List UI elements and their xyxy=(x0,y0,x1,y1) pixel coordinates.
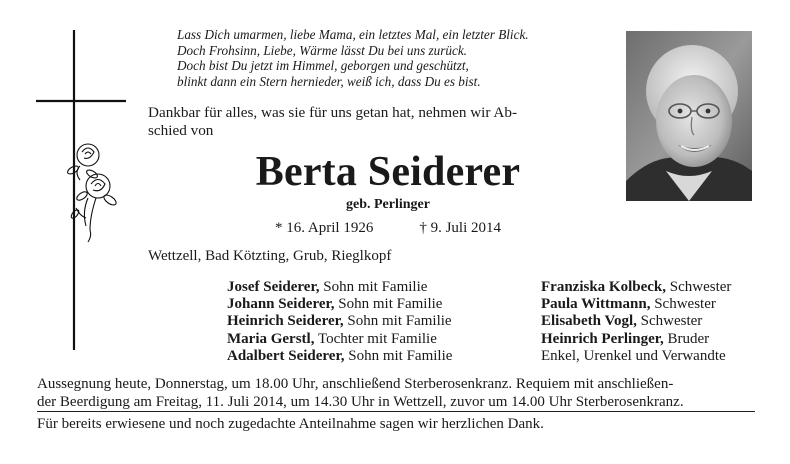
mourner-name: Paula Wittmann, xyxy=(541,296,651,313)
poem-line: blinkt dann ein Stern hernieder, weiß ich, dass Du es bist. xyxy=(177,73,481,89)
mourner-relation: Schwester xyxy=(669,279,732,295)
mourners-list-right xyxy=(541,279,731,365)
mourner-entry xyxy=(541,313,731,330)
service-details xyxy=(37,376,755,411)
mourner-name: Johann Seiderer, xyxy=(227,296,335,313)
mourner-entry xyxy=(541,348,731,365)
mourner-name: Franziska Kolbeck, xyxy=(541,279,667,295)
poem-line: Lass Dich umarmen, liebe Mama, ein letztes Mal, ein letzter Blick. xyxy=(177,27,529,42)
mourner-entry xyxy=(227,313,452,330)
service-line: Aussegnung heute, Donnerstag, um 18.00 Uhr, anschließend Sterberosenkranz. Requiem mit anschließen- xyxy=(37,376,674,392)
mourner-relation: Sohn mit Familie xyxy=(323,279,428,295)
mourners-list-left xyxy=(227,279,452,365)
life-dates xyxy=(150,218,626,238)
service-line: der Beerdigung am Freitag, 11. Juli 2014, um 14.30 Uhr in Wettzell, zuvor um 14.00 Uhr Sterberosenkranz. xyxy=(37,393,684,410)
mourner-name: Elisabeth Vogl, xyxy=(541,313,637,330)
mourner-entry xyxy=(541,331,731,348)
thanks-text: Für bereits erwiesene und noch zugedachte Anteilnahme sagen wir herzlichen Dank. xyxy=(37,416,544,432)
mourner-name: Maria Gerstl, xyxy=(227,330,315,347)
places-list: Wettzell, Bad Kötzting, Grub, Rieglkopf xyxy=(148,248,392,264)
mourner-relation: Schwester xyxy=(654,296,716,313)
mourner-relation: Bruder xyxy=(667,330,710,347)
mourner-entry xyxy=(227,296,452,313)
portrait-photo xyxy=(626,31,752,201)
mourner-relation: Schwester xyxy=(640,313,703,330)
mourner-name: Josef Seiderer, xyxy=(227,279,320,295)
poem-line: Doch Frohsinn, Liebe, Wärme lässt Du bei uns zurück. xyxy=(177,42,467,58)
mourner-name: Heinrich Perlinger, xyxy=(541,330,664,347)
mourner-name: Adalbert Seiderer, xyxy=(227,347,345,364)
intro-line: schied von xyxy=(148,122,214,139)
mourner-relation: Sohn mit Familie xyxy=(348,347,453,364)
mourner-relation: Sohn mit Familie xyxy=(338,296,443,313)
mourner-relation: Enkel, Urenkel und Verwandte xyxy=(541,347,726,364)
mourner-entry xyxy=(541,296,731,313)
divider xyxy=(37,411,755,412)
intro-line: Dankbar für alles, was sie für uns getan hat, nehmen wir Ab- xyxy=(148,104,518,121)
mourner-relation: Tochter mit Familie xyxy=(317,330,437,347)
mourner-name: Heinrich Seiderer, xyxy=(227,313,344,330)
maiden-name: geb. Perlinger xyxy=(346,197,430,212)
poem-line: Doch bist Du jetzt im Himmel, geborgen und geschützt, xyxy=(177,58,469,73)
intro-text xyxy=(148,104,604,140)
birth-date: * 16. April 1926 xyxy=(274,220,374,236)
cross-with-roses-icon xyxy=(30,30,130,350)
death-date: † 9. Juli 2014 xyxy=(419,220,502,236)
mourner-entry xyxy=(227,279,452,296)
mourner-entry xyxy=(541,279,731,296)
mourner-relation: Sohn mit Familie xyxy=(347,313,452,330)
memorial-poem xyxy=(177,27,617,89)
mourner-entry xyxy=(227,331,452,348)
deceased-name: Berta Seiderer xyxy=(255,149,521,195)
mourner-entry xyxy=(227,348,452,365)
portrait-image xyxy=(626,31,752,201)
